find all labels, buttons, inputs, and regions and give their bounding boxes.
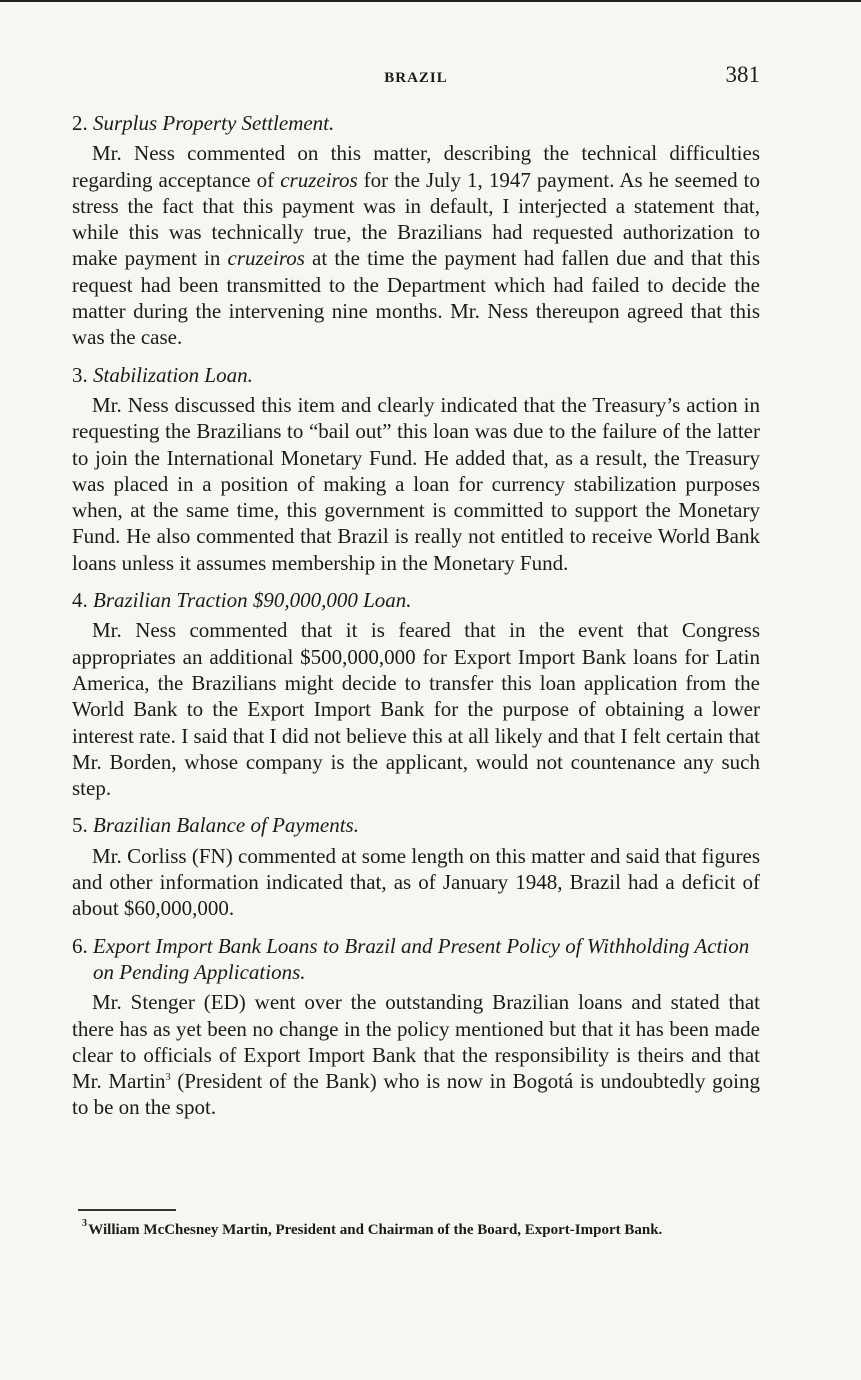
section-stabilization-loan bbox=[72, 362, 760, 576]
section-number: 3. bbox=[72, 362, 88, 387]
section-heading bbox=[72, 587, 760, 613]
section-heading bbox=[72, 812, 760, 838]
footnote bbox=[72, 1218, 760, 1239]
section-paragraph: Mr. Ness discussed this item and clearly indicated that the Treasury’s action in requesting the Brazilians to “bail out” this loan was due to the failure of the latter to join the International Monetary Fund. He added that, as a result, the Treasury was placed in a position of making a loan for currency stabilization purposes when, at the same time, this government is committed to support the Monetary Fund. He also commented that Brazil is really not entitled to receive World Bank loans unless it assumes membership in the Monetary Fund. bbox=[72, 392, 760, 575]
section-title: Stabilization Loan. bbox=[93, 362, 253, 387]
section-paragraph: Mr. Ness commented on this matter, describing the technical difficulties regarding acceptance of cruzeiros for the July 1, 1947 payment. As he seemed to stress the fact that this payment was in default, I interjected a statement that, while this was technically true, the Brazilians had requested authorization to make payment in cruzeiros at the time the payment had fallen due and that this request had been transmitted to the Department which had failed to decide the matter during the intervening nine months. Mr. Ness thereupon agreed that this was the case. bbox=[72, 141, 761, 350]
italic-term: cruzeiros bbox=[280, 167, 358, 192]
page-header bbox=[72, 62, 760, 92]
section-heading bbox=[72, 362, 760, 388]
section-number: 5. bbox=[72, 813, 88, 838]
running-head: BRAZIL bbox=[384, 70, 448, 86]
section-paragraph: Mr. Corliss (FN) commented at some length on this matter and said that figures and other information indicated that, as of January 1948, Brazil had a deficit of about $60,000,000. bbox=[72, 843, 760, 921]
page-number: 381 bbox=[725, 62, 760, 87]
section-number: 6. bbox=[72, 933, 88, 958]
footnote-reference: 3 bbox=[165, 1072, 171, 1084]
section-number: 4. bbox=[72, 588, 88, 613]
section-export-import-bank bbox=[72, 933, 760, 1121]
section-surplus-property bbox=[72, 110, 760, 351]
italic-term: cruzeiros bbox=[227, 246, 305, 271]
section-heading bbox=[72, 933, 760, 986]
document-body bbox=[72, 110, 760, 1132]
top-border-rule bbox=[0, 0, 861, 2]
section-balance-of-payments bbox=[72, 812, 760, 921]
footnote-text: William McChesney Martin, President and Chairman of the Board, Export-Import Bank. bbox=[88, 1222, 663, 1238]
footnote-divider bbox=[78, 1209, 176, 1211]
section-traction-loan bbox=[72, 587, 760, 801]
section-title: Export Import Bank Loans to Brazil and Present Policy of Withholding Action on Pending Applications. bbox=[93, 933, 750, 984]
footnote-marker: 3 bbox=[82, 1218, 87, 1229]
section-title: Brazilian Balance of Payments. bbox=[93, 813, 359, 838]
section-number: 2. bbox=[72, 111, 88, 135]
section-title: Brazilian Traction $90,000,000 Loan. bbox=[93, 588, 412, 613]
section-heading bbox=[72, 110, 760, 136]
section-title: Surplus Property Settlement. bbox=[93, 111, 335, 135]
section-paragraph: Mr. Ness commented that it is feared that in the event that Congress appropriates an additional $500,000,000 for Export Import Bank loans for Latin America, the Brazilians might decide to transfer this loan application from the World Bank to the Export Import Bank for the purpose of obtaining a lower interest rate. I said that I did not believe this at all likely and that I felt certain that Mr. Borden, whose company is the applicant, would not countenance any such step. bbox=[72, 618, 760, 801]
section-paragraph: Mr. Stenger (ED) went over the outstanding Brazilian loans and stated that there has as yet been no change in the policy mentioned but that it has been made clear to officials of Export Import Bank that the responsibility is theirs and that Mr. Martin$^3$ (President of the Bank) who is now in Bogotá is undoubtedly going to be on the spot. bbox=[72, 990, 760, 1120]
